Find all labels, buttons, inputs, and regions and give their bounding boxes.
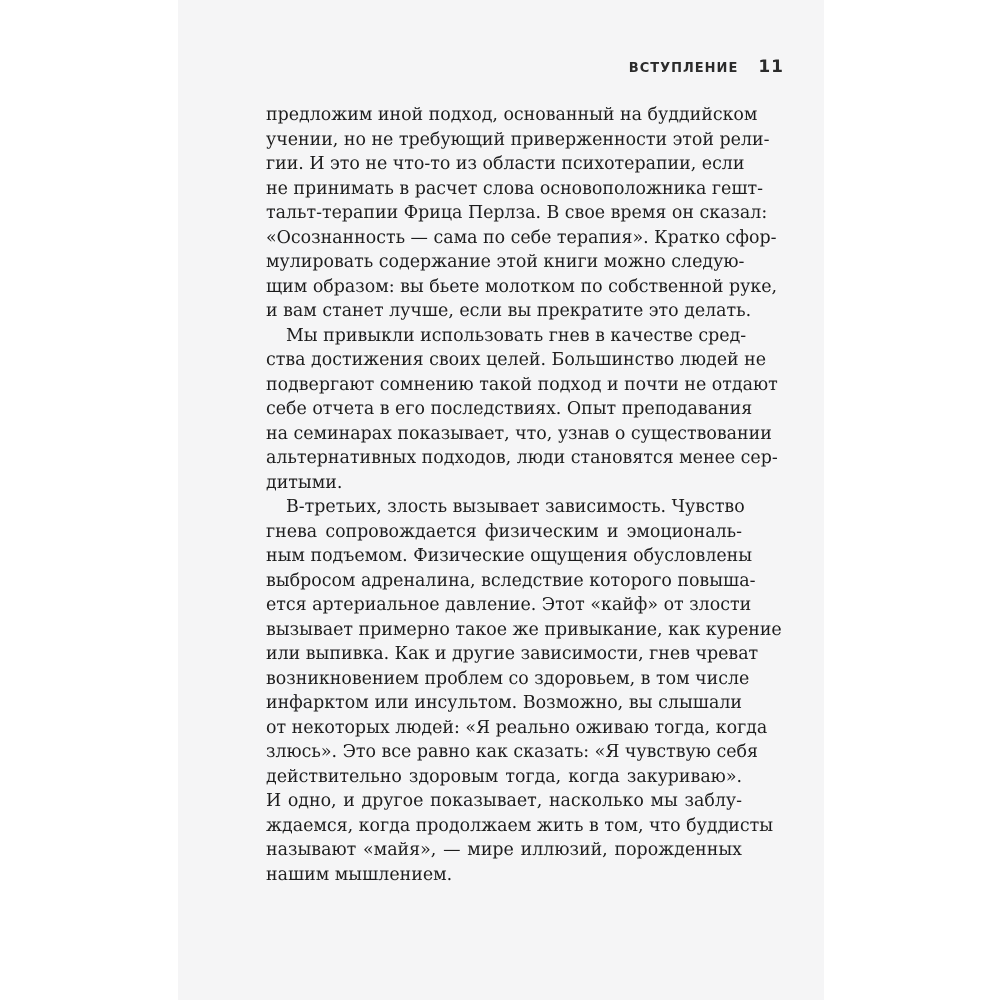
text-line: возникновением проблем со здоровьем, в том числе	[266, 668, 750, 689]
text-line: действительно здоровым тогда, когда закуриваю».	[266, 766, 742, 787]
text-line: называют «майя», — мире иллюзий, порожденных	[266, 840, 742, 860]
text-line: и вам станет лучше, если вы прекратите это делать.	[266, 301, 752, 321]
text-line: И одно, и другое показывает, насколько мы заблу-	[266, 791, 742, 811]
text-line: злюсь». Это все равно как сказать: «Я чувствую себя	[266, 742, 758, 762]
section-title: ВСТУПЛЕНИЕ	[628, 61, 739, 76]
text-line: предложим иной подход, основанный на буддийском	[266, 105, 758, 125]
text-line: не принимать в расчет слова основоположника гешт-	[266, 178, 763, 199]
text-line: от некоторых людей: «Я реально оживаю тогда, когда	[266, 717, 768, 738]
body-text	[266, 103, 782, 887]
paragraph-1	[266, 103, 778, 324]
text-line: ным подъемом. Физические ощущения обусловлены	[266, 546, 753, 566]
text-line: ждаемся, когда продолжаем жить в том, что буддисты	[266, 815, 774, 836]
text-line: или выпивка. Как и другие зависимости, гнев чреват	[266, 644, 759, 664]
book-page	[178, 0, 824, 1000]
text-line: ется артериальное давление. Этот «кайф» от злости	[266, 595, 752, 615]
text-line: подвергают сомнению такой подход и почти не отдают	[266, 374, 778, 395]
text-line: гии. И это не что-то из области психотерапии, если	[266, 154, 745, 174]
running-header	[629, 57, 784, 77]
text-line: гнева сопровождается физическим и эмоциональ-	[266, 521, 742, 542]
text-line: на семинарах показывает, что, узнав о существовании	[266, 423, 772, 444]
text-line: выбросом адреналина, вследствие которого повыша-	[266, 570, 756, 591]
text-line: нашим мышлением.	[266, 864, 453, 885]
text-line: учении, но не требующий приверженности этой рели-	[266, 129, 770, 150]
text-line: «Осознанность — сама по себе терапия». Кратко сфор-	[266, 227, 777, 248]
text-line: вызывает примерно такое же привыкание, как курение	[266, 619, 782, 640]
text-line: ства достижения своих целей. Большинство людей не	[266, 350, 766, 370]
text-line: себе отчета в его последствиях. Опыт преподавания	[266, 399, 753, 419]
text-line: щим образом: вы бьете молотком по собственной руке,	[266, 276, 778, 297]
text-line: дитыми.	[266, 472, 343, 493]
text-line: тальт-терапии Фрица Перлза. В свое время он сказал:	[266, 203, 768, 223]
text-line: инфарктом или инсультом. Возможно, вы слышали	[266, 693, 742, 713]
text-line: В-третьих, злость вызывает зависимость. Чувство	[286, 497, 745, 517]
text-line: мулировать содержание этой книги можно следую-	[266, 252, 745, 272]
text-line: Мы привыкли использовать гнев в качестве сред-	[286, 325, 747, 346]
paragraph-2	[266, 324, 778, 496]
paragraph-3	[266, 495, 782, 887]
text-line: альтернативных подходов, люди становятся менее сер-	[266, 448, 778, 468]
page-number: 11	[758, 57, 784, 77]
